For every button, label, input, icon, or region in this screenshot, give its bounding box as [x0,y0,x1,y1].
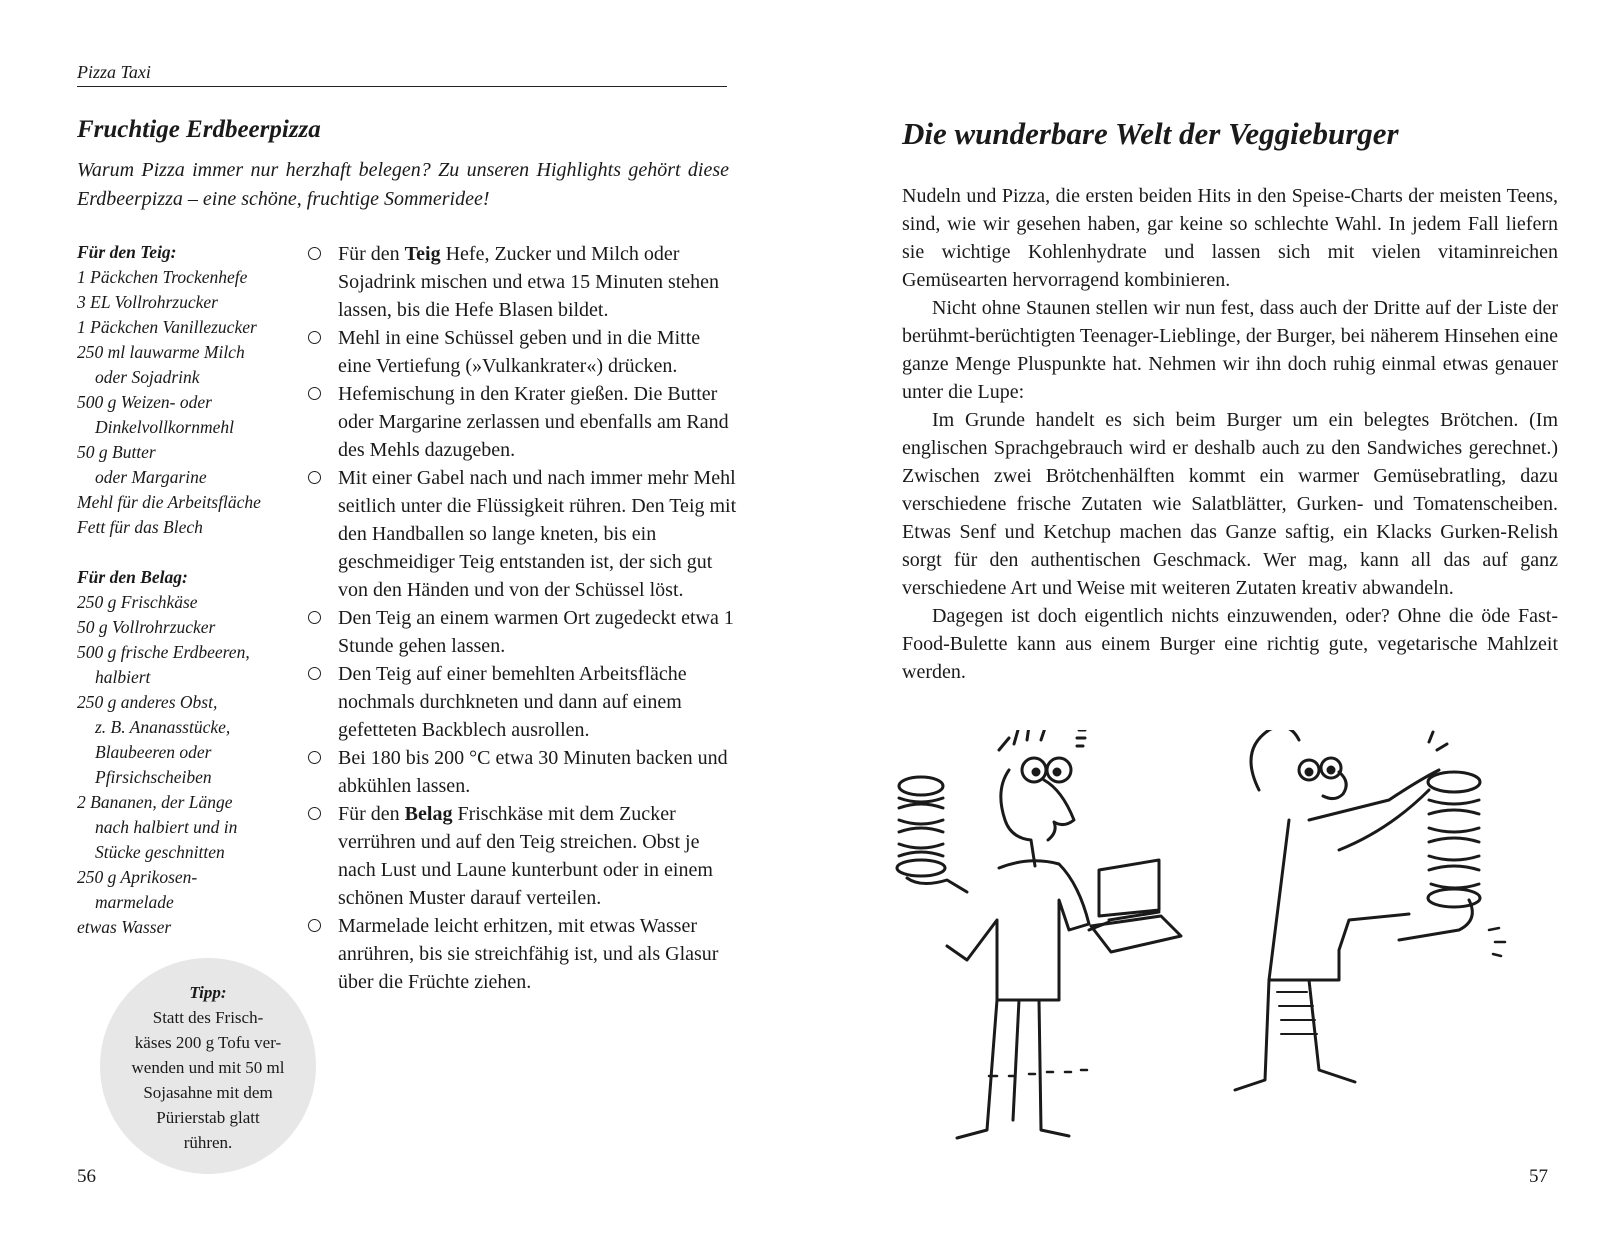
ingredient-line: z. B. Ananasstücke, [95,717,231,737]
step-item: Mehl in eine Schüssel geben und in die Mitte eine Vertiefung (»Vulkankrater«) drücken. [308,324,738,380]
ingredient-line: Pfirsichscheiben [95,767,212,787]
ingredient-line: oder Margarine [95,467,207,487]
ingredient-line: Blaubeeren oder [95,742,212,762]
ingredient-line: 50 g Butter [77,442,156,462]
ingredient-line: 250 ml lauwarme Milch [77,342,245,362]
article-paragraph: Dagegen ist doch eigentlich nichts einzuwenden, oder? Ohne die öde Fast-Food-Bulette kann aus einem Burger eine richtig gute, vegetarische Mahlzeit werden. [902,605,1558,683]
article-paragraph: Nudeln und Pizza, die ersten beiden Hits in den Speise-Charts der meisten Teens, sind, wie wir gesehen haben, gar keine so schlechte Wahl. In jedem Fall liefern sie wichtige Kohlenhydrate und lassen sich mit vielen vitaminreichen Gemüsearten hervorragend kombinieren. [902,185,1558,291]
article-body [902,182,1558,686]
recipe-steps [308,240,738,996]
circle-bullet-icon [308,331,321,344]
ingredient-list [77,240,297,965]
circle-bullet-icon [308,611,321,624]
tip-line: Statt des Frisch- [152,1008,264,1027]
ingredient-line: Stücke geschnitten [95,842,225,862]
step-item: Mit einer Gabel nach und nach immer mehr Mehl seitlich unter die Flüssigkeit rühren. Den Teig mit den Handballen so lange kneten, bis ein geschmeidiger Teig entstanden ist, der sich gut von den Händen und von der Schüssel löst. [308,464,738,604]
tip-line: wenden und mit 50 ml [131,1058,285,1077]
step-item: Hefemischung in den Krater gießen. Die Butter oder Margarine zerlassen und ebenfalls am Rand des Mehls dazugeben. [308,380,738,464]
ingredient-line: Fett für das Blech [77,517,203,537]
ingredient-line: nach halbiert und in [95,817,238,837]
circle-bullet-icon [308,387,321,400]
header-rule [77,86,727,87]
ingredient-line: 250 g Aprikosen- [77,867,198,887]
ingredient-line: Mehl für die Arbeitsfläche [77,492,261,512]
circle-bullet-icon [308,247,321,260]
ingredient-line: 500 g frische Erdbeeren, [77,642,250,662]
running-head: Pizza Taxi [77,62,151,82]
right-page [809,0,1618,1240]
ingredient-line: halbiert [95,667,151,687]
topping-ingredients [77,565,297,940]
tip-line: käses 200 g Tofu ver- [134,1033,282,1052]
tip-title: Tipp: [189,983,227,1002]
ingredient-line: marmelade [95,892,174,912]
tip-line: Pürierstab glatt [156,1108,260,1127]
circle-bullet-icon [308,667,321,680]
recipe-title: Fruchtige Erdbeerpizza [77,116,321,143]
article-paragraph: Nicht ohne Staunen stellen wir nun fest, dass auch der Dritte auf der Liste der berühmt-berüchtigten Teenager-Lieblinge, der Burger, bei näherem Hinsehen eine ganze Menge Pluspunkte hat. Nehmen wir ihn doch ruhig einmal etwas genauer unter die Lupe: [902,297,1558,403]
cartoon-icon [869,730,1569,1150]
step-item: Für den Teig Hefe, Zucker und Milch oder Sojadrink mischen und etwa 15 Minuten stehen lassen, bis die Hefe Blasen bildet. [308,240,738,324]
tip-box [100,958,316,1174]
tip-line: Sojasahne mit dem [143,1083,273,1102]
ingredient-line: Dinkelvollkornmehl [95,417,234,437]
step-item: Marmelade leicht erhitzen, mit etwas Wasser anrühren, bis sie streichfähig ist, und als Glasur über die Früchte ziehen. [308,912,738,996]
circle-bullet-icon [308,751,321,764]
man-juggling-burger-icon [1235,730,1505,1090]
step-item: Für den Belag Frischkäse mit dem Zucker verrühren und auf den Teig streichen. Obst je nach Lust und Laune kunterbunt oder in einem schönen Muster darauf verteilen. [308,800,738,912]
article-paragraph: Im Grunde handelt es sich beim Burger um ein belegtes Brötchen. (Im englischen Sprachgebrauch wird er deshalb auch zu den Sandwiches gerechnet.) Zwischen zwei Brötchenhälften kommt ein warmer Gemüsebratling, dazu verschiedene frische Zutaten wie Salatblätter, Gurken- und Tomatenscheiben. Etwas Senf und Ketchup machen das Ganze saftig, ein Klacks Gurken-Relish sorgt für den authentischen Geschmack. Wer mag, kann all das auf ganz verschiedene Art und Weise mit weiteren Zutaten kreativ abwandeln. [902,409,1558,599]
ingredient-line: etwas Wasser [77,917,172,937]
circle-bullet-icon [308,807,321,820]
ingredient-line: 2 Bananen, der Länge [77,792,233,812]
circle-bullet-icon [308,471,321,484]
step-item: Den Teig an einem warmen Ort zugedeckt etwa 1 Stunde gehen lassen. [308,604,738,660]
ingredient-line: 50 g Vollrohrzucker [77,617,216,637]
ingredient-line: 250 g anderes Obst, [77,692,218,712]
page-number: 57 [1529,1166,1548,1187]
man-with-burger-icon [897,730,1181,1138]
dough-ingredients [77,240,297,540]
circle-bullet-icon [308,919,321,932]
ingredient-line: 500 g Weizen- oder [77,392,212,412]
topping-heading: Für den Belag: [77,567,188,587]
ingredient-line: 3 EL Vollrohrzucker [77,292,218,312]
ingredient-line: 250 g Frischkäse [77,592,198,612]
page-number: 56 [77,1166,96,1187]
step-item: Den Teig auf einer bemehlten Arbeitsfläche nochmals durchkneten und dann auf einem gefetteten Backblech ausrollen. [308,660,738,744]
article-title: Die wunderbare Welt der Veggieburger [902,116,1399,151]
tip-line: rühren. [183,1133,233,1152]
ingredient-line: oder Sojadrink [95,367,200,387]
step-item: Bei 180 bis 200 °C etwa 30 Minuten backen und abkühlen lassen. [308,744,738,800]
burger-cartoon-illustration [869,730,1569,1150]
ingredient-line: 1 Päckchen Vanillezucker [77,317,257,337]
dough-heading: Für den Teig: [77,242,177,262]
ingredient-line: 1 Päckchen Trockenhefe [77,267,248,287]
recipe-intro: Warum Pizza immer nur herzhaft belegen? Zu unseren Highlights gehört diese Erdbeerpizza – eine schöne, fruchtige Sommeridee! [77,159,729,210]
